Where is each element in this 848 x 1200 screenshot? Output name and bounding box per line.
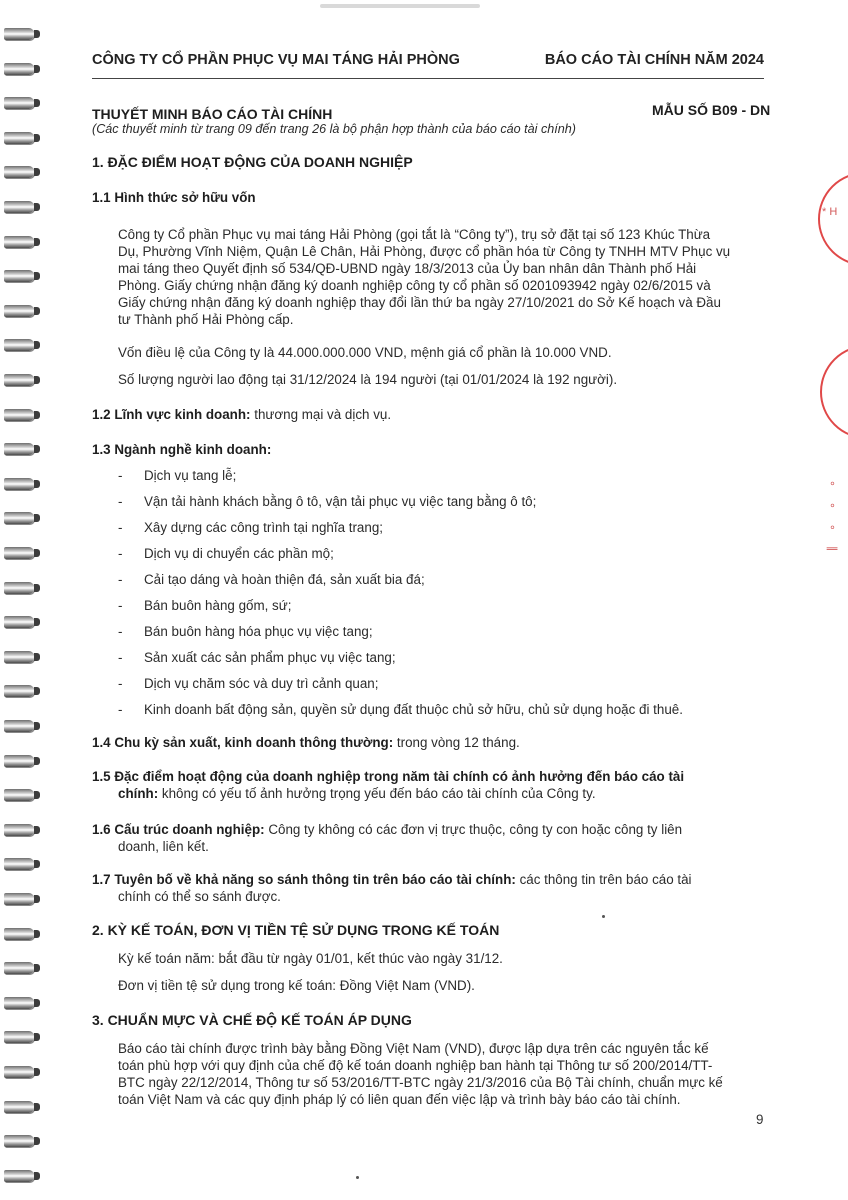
document-title: THUYẾT MINH BÁO CÁO TÀI CHÍNH — [92, 106, 333, 122]
binding-ring — [4, 824, 34, 836]
section-2-heading: 2. KỲ KẾ TOÁN, ĐƠN VỊ TIỀN TỆ SỬ DỤNG TRONG KẾ TOÁN — [92, 922, 500, 938]
section-1-heading: 1. ĐẶC ĐIỂM HOẠT ĐỘNG CỦA DOANH NGHIỆP — [92, 154, 413, 170]
binding-ring — [4, 478, 34, 490]
binding-ring — [4, 547, 34, 559]
page-header — [92, 52, 764, 79]
binding-ring — [4, 616, 34, 628]
para-line: Báo cáo tài chính được trình bày bằng Đồng Việt Nam (VND), được lập dựa trên các nguyên tắc kế — [118, 1041, 709, 1056]
list-item-text: Sản xuất các sản phẩm phục vụ việc tang; — [144, 650, 396, 665]
red-stamp-middle — [820, 345, 848, 439]
binding-ring — [4, 63, 34, 75]
section-1-4-text: trong vòng 12 tháng. — [393, 735, 520, 750]
para-line: Phòng. Giấy chứng nhận đăng ký doanh nghiệp công ty cổ phần số 0201093942 ngày 02/6/2015 và — [118, 278, 711, 293]
binding-ring — [4, 582, 34, 594]
section-1-5-line-2 — [118, 785, 596, 802]
section-1-3-heading: 1.3 Ngành nghề kinh doanh: — [92, 442, 272, 457]
binding-ring — [4, 755, 34, 767]
para-line: Dụ, Phường Vĩnh Niệm, Quận Lê Chân, Hải Phòng, được cổ phần hóa từ Công ty TNHH MTV Phục vụ — [118, 244, 731, 259]
binding-ring — [4, 236, 34, 248]
list-item — [118, 546, 334, 561]
list-dash: - — [118, 494, 123, 509]
list-dash: - — [118, 624, 123, 639]
section-1-6-label: 1.6 Cấu trúc doanh nghiệp: — [92, 822, 265, 837]
list-item-text: Bán buôn hàng gốm, sứ; — [144, 598, 292, 613]
binding-ring — [4, 858, 34, 870]
binding-ring — [4, 651, 34, 663]
binding-ring — [4, 374, 34, 386]
list-dash: - — [118, 520, 123, 535]
list-item — [118, 650, 396, 665]
binding-ring — [4, 893, 34, 905]
section-1-7 — [92, 871, 692, 888]
form-number: MẪU SỐ B09 - DN — [652, 102, 771, 118]
section-1-7-label: 1.7 Tuyên bố về khả năng so sánh thông tin trên báo cáo tài chính: — [92, 872, 516, 887]
section-1-7-line-2: chính có thể so sánh được. — [118, 889, 281, 904]
section-1-4-label: 1.4 Chu kỳ sản xuất, kinh doanh thông thường: — [92, 735, 394, 750]
list-item — [118, 702, 683, 717]
section-1-5-label-line: 1.5 Đặc điểm hoạt động của doanh nghiệp trong năm tài chính có ảnh hưởng đến báo cáo tài — [92, 769, 685, 784]
accounting-period-text: Kỳ kế toán năm: bắt đầu từ ngày 01/01, kết thúc vào ngày 31/12. — [118, 951, 503, 966]
section-1-7-text: các thông tin trên báo cáo tài — [515, 872, 692, 887]
list-dash: - — [118, 572, 123, 587]
red-stamp-side-marks: ∘ ∘ ∘ ∥ — [826, 480, 838, 558]
binding-ring — [4, 1135, 34, 1147]
section-1-6-line-2: doanh, liên kết. — [118, 839, 209, 854]
speck — [356, 1176, 359, 1179]
binding-ring — [4, 997, 34, 1009]
list-dash: - — [118, 676, 123, 691]
charter-capital-text: Vốn điều lệ của Công ty là 44.000.000.000 VND, mệnh giá cổ phần là 10.000 VND. — [118, 345, 612, 360]
section-1-2-label: 1.2 Lĩnh vực kinh doanh: — [92, 407, 251, 422]
list-item-text: Dịch vụ tang lễ; — [144, 468, 237, 483]
list-item — [118, 572, 425, 587]
list-item-text: Cải tạo dáng và hoàn thiện đá, sản xuất bia đá; — [144, 572, 425, 587]
list-dash: - — [118, 650, 123, 665]
binding-ring — [4, 443, 34, 455]
page-number: 9 — [756, 1112, 764, 1127]
para-line: Công ty Cổ phần Phục vụ mai táng Hải Phòng (gọi tắt là “Công ty”), trụ sở đặt tại số 123 Khúc Thừa — [118, 227, 711, 242]
section-1-6-text: Công ty không có các đơn vị trực thuộc, công ty con hoặc công ty liên — [264, 822, 683, 837]
binding-ring — [4, 962, 34, 974]
red-stamp-top-mark: * H — [822, 206, 838, 218]
section-1-1-heading: 1.1 Hình thức sở hữu vốn — [92, 190, 256, 205]
binding-ring — [4, 1101, 34, 1113]
list-dash: - — [118, 598, 123, 613]
list-dash: - — [118, 468, 123, 483]
list-item — [118, 520, 383, 535]
section-1-2-text: thương mại và dịch vụ. — [250, 407, 392, 422]
para-line: toán Việt Nam và các quy định pháp lý có liên quan đến việc lập và trình bày báo cáo tài chính. — [118, 1092, 681, 1107]
title-note: (Các thuyết minh từ trang 09 đến trang 26 là bộ phận hợp thành của báo cáo tài chính) — [92, 122, 576, 136]
section-1-4 — [92, 734, 520, 751]
binding-ring — [4, 1170, 34, 1182]
binding-ring — [4, 201, 34, 213]
employee-count-text: Số lượng người lao động tại 31/12/2024 là 194 người (tại 01/01/2024 là 192 người). — [118, 372, 618, 387]
list-item-text: Vận tải hành khách bằng ô tô, vận tải phục vụ việc tang bằng ô tô; — [144, 494, 537, 509]
para-line: Giấy chứng nhận đăng ký doanh nghiệp thay đổi lần thứ ba ngày 27/10/2021 do Sở Kế hoạch và Đầu — [118, 295, 721, 310]
spiral-binding — [0, 28, 42, 1188]
list-item-text: Dịch vụ chăm sóc và duy trì cảnh quan; — [144, 676, 379, 691]
list-item — [118, 676, 378, 691]
list-item — [118, 598, 291, 613]
section-1-6 — [92, 821, 682, 838]
speck — [602, 915, 605, 918]
binding-ring — [4, 685, 34, 697]
list-item-text: Bán buôn hàng hóa phục vụ việc tang; — [144, 624, 373, 639]
list-dash: - — [118, 546, 123, 561]
binding-ring — [4, 928, 34, 940]
currency-text: Đơn vị tiền tệ sử dụng trong kế toán: Đồng Việt Nam (VND). — [118, 978, 475, 993]
company-name: CÔNG TY CỔ PHẦN PHỤC VỤ MAI TÁNG HẢI PHÒNG — [92, 52, 460, 68]
para-line: toán phù hợp với quy định của chế độ kế toán doanh nghiệp ban hành tại Thông tư số 200/2014/TT- — [118, 1058, 713, 1073]
report-name: BÁO CÁO TÀI CHÍNH NĂM 2024 — [544, 52, 764, 68]
list-item — [118, 494, 536, 509]
section-3-heading: 3. CHUẨN MỰC VÀ CHẾ ĐỘ KẾ TOÁN ÁP DỤNG — [92, 1012, 412, 1028]
binding-ring — [4, 28, 34, 40]
section-3-paragraph — [118, 1040, 766, 1108]
binding-ring — [4, 720, 34, 732]
binding-ring — [4, 409, 34, 421]
list-item-text: Kinh doanh bất động sản, quyền sử dụng đất thuộc chủ sở hữu, chủ sử dụng hoặc đi thuê. — [144, 702, 683, 717]
binding-ring — [4, 1031, 34, 1043]
para-line: tư Thành phố Hải Phòng cấp. — [118, 312, 294, 327]
binding-ring — [4, 166, 34, 178]
para-line: mai táng theo Quyết định số 534/QĐ-UBND ngày 18/3/2013 của Ủy ban nhân dân Thành phố Hải — [118, 261, 697, 276]
para-line: BTC ngày 22/12/2014, Thông tư số 53/2016/TT-BTC ngày 21/3/2016 của Bộ Tài chính, chuẩn mực kế — [118, 1075, 723, 1090]
red-stamp-top — [818, 172, 848, 266]
binding-ring — [4, 97, 34, 109]
page-top-edge — [320, 4, 480, 8]
binding-ring — [4, 512, 34, 524]
list-item — [118, 468, 236, 483]
section-1-2 — [92, 406, 391, 423]
binding-ring — [4, 132, 34, 144]
section-1-5-text: không có yếu tố ảnh hưởng trọng yếu đến báo cáo tài chính của Công ty. — [158, 786, 596, 801]
binding-ring — [4, 305, 34, 317]
list-dash: - — [118, 702, 123, 717]
binding-ring — [4, 339, 34, 351]
binding-ring — [4, 789, 34, 801]
list-item — [118, 624, 373, 639]
list-item-text: Xây dựng các công trình tại nghĩa trang; — [144, 520, 383, 535]
section-1-5-label-end: chính: — [118, 786, 159, 801]
binding-ring — [4, 270, 34, 282]
section-1-1-paragraph — [118, 226, 766, 328]
binding-ring — [4, 1066, 34, 1078]
list-item-text: Dịch vụ di chuyển các phần mộ; — [144, 546, 334, 561]
